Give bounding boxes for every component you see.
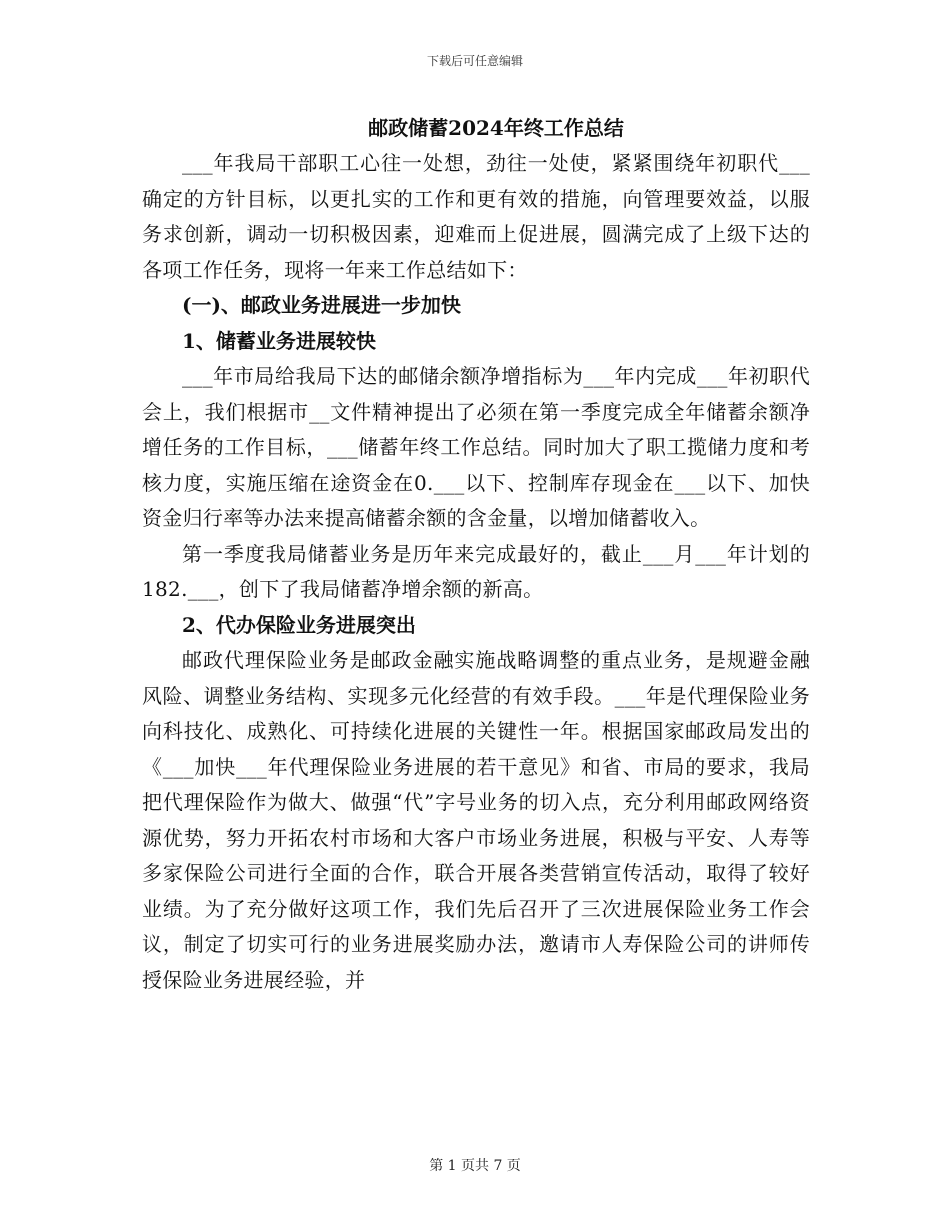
section-heading: 1、储蓄业务进展较快 <box>182 328 376 353</box>
body-paragraph: ___年我局干部职工心往一处想，劲往一处使，紧紧围绕年初职代___确定的方针目标，以更扎实的工作和更有效的措施，向管理要效益，以服务求创新，调动一切积极因素，迎难而上促进展，圆满完成了上级下达的各项工作任务，现将一年来工作总结如下： <box>142 151 810 282</box>
page-header-note: 下载后可任意编辑 <box>426 54 523 68</box>
body-paragraph: ___年市局给我局下达的邮储余额净增指标为___年内完成___年初职代会上，我们根据市__文件精神提出了必须在第一季度完成全年储蓄余额净增任务的工作目标，___储蓄年终工作总结。同时加大了职工揽储力度和考核力度，实施压缩在途资金在0.___以下、控制库存现金在___以下、加快资金归行率等办法来提高储蓄余额的含金量，以增加储蓄收入。 <box>142 364 810 530</box>
body-paragraph: 第一季度我局储蓄业务是历年来完成最好的，截止___月___年计划的182.___，创下了我局储蓄净增余额的新高。 <box>142 541 810 601</box>
section-heading: (一)、邮政业务进展进一步加快 <box>182 293 461 317</box>
document-title: 邮政储蓄2024年终工作总结 <box>368 116 624 140</box>
page-number: 第 1 页共 7 页 <box>429 1158 521 1174</box>
section-heading: 2、代办保险业务进展突出 <box>182 612 416 637</box>
document-blocks <box>142 146 810 998</box>
document-body <box>142 110 810 998</box>
body-paragraph: 邮政代理保险业务是邮政金融实施战略调整的重点业务，是规避金融风险、调整业务结构、实现多元化经营的有效手段。___年是代理保险业务向科技化、成熟化、可持续化进展的关键性一年。根据国家邮政局发出的《___加快___年代理保险业务进展的若干意见》和省、市局的要求，我局把代理保险作为做大、做强“代”字号业务的切入点，充分利用邮政网络资源优势，努力开拓农村市场和大客户市场业务进展，积极与平安、人寿等多家保险公司进行全面的合作，联合开展各类营销宣传活动，取得了较好业绩。为了充分做好这项工作，我们先后召开了三次进展保险业务工作会议，制定了切实可行的业务进展奖励办法，邀请市人寿保险公司的讲师传授保险业务进展经验，并 <box>142 648 810 992</box>
